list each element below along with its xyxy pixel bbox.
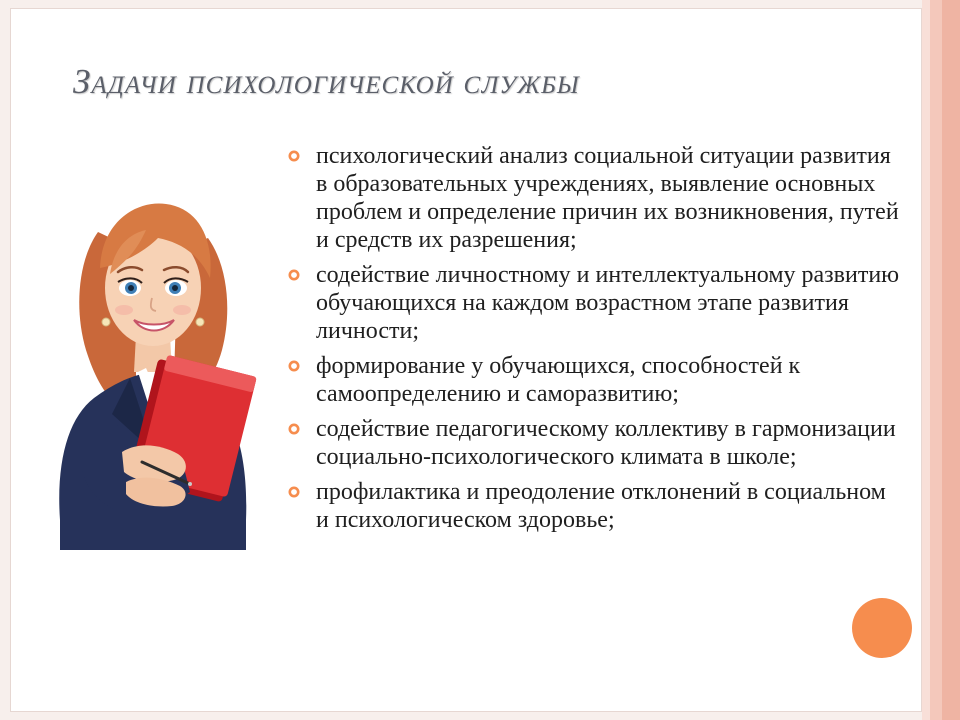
- list-item-text: содействие педагогическому коллективу в гармонизации социально-психологического климата в школе;: [316, 416, 896, 470]
- list-item-text: психологический анализ социальной ситуации развития в образовательных учреждениях, выявление основных проблем и определение причин их возникновения, путей и средств их разрешения;: [316, 143, 899, 253]
- orange-ring-icon: [288, 269, 300, 281]
- list-item: [288, 261, 900, 345]
- orange-ring-icon: [288, 423, 300, 435]
- decorative-stripes: [922, 0, 960, 720]
- list-item-text: формирование у обучающихся, способностей к самоопределению и саморазвитию;: [316, 353, 801, 407]
- orange-ring-icon: [288, 150, 300, 162]
- stripe-medium: [930, 0, 942, 720]
- list-item-text: профилактика и преодоление отклонений в социальном и психологическом здоровье;: [316, 479, 886, 533]
- stripe-light: [922, 0, 930, 720]
- list-item-text: содействие личностному и интеллектуальному развитию обучающихся на каждом возрастном этапе развития личности;: [316, 262, 900, 344]
- list-item: [288, 352, 900, 408]
- task-list: [288, 142, 900, 541]
- slide-title: Задачи психологической службы: [73, 62, 580, 101]
- teacher-illustration: [38, 190, 268, 550]
- list-item: [288, 415, 900, 471]
- list-item: [288, 142, 900, 254]
- orange-ring-icon: [288, 360, 300, 372]
- decorative-circle: [852, 598, 912, 658]
- orange-ring-icon: [288, 486, 300, 498]
- list-item: [288, 478, 900, 534]
- stripe-dark: [942, 0, 960, 720]
